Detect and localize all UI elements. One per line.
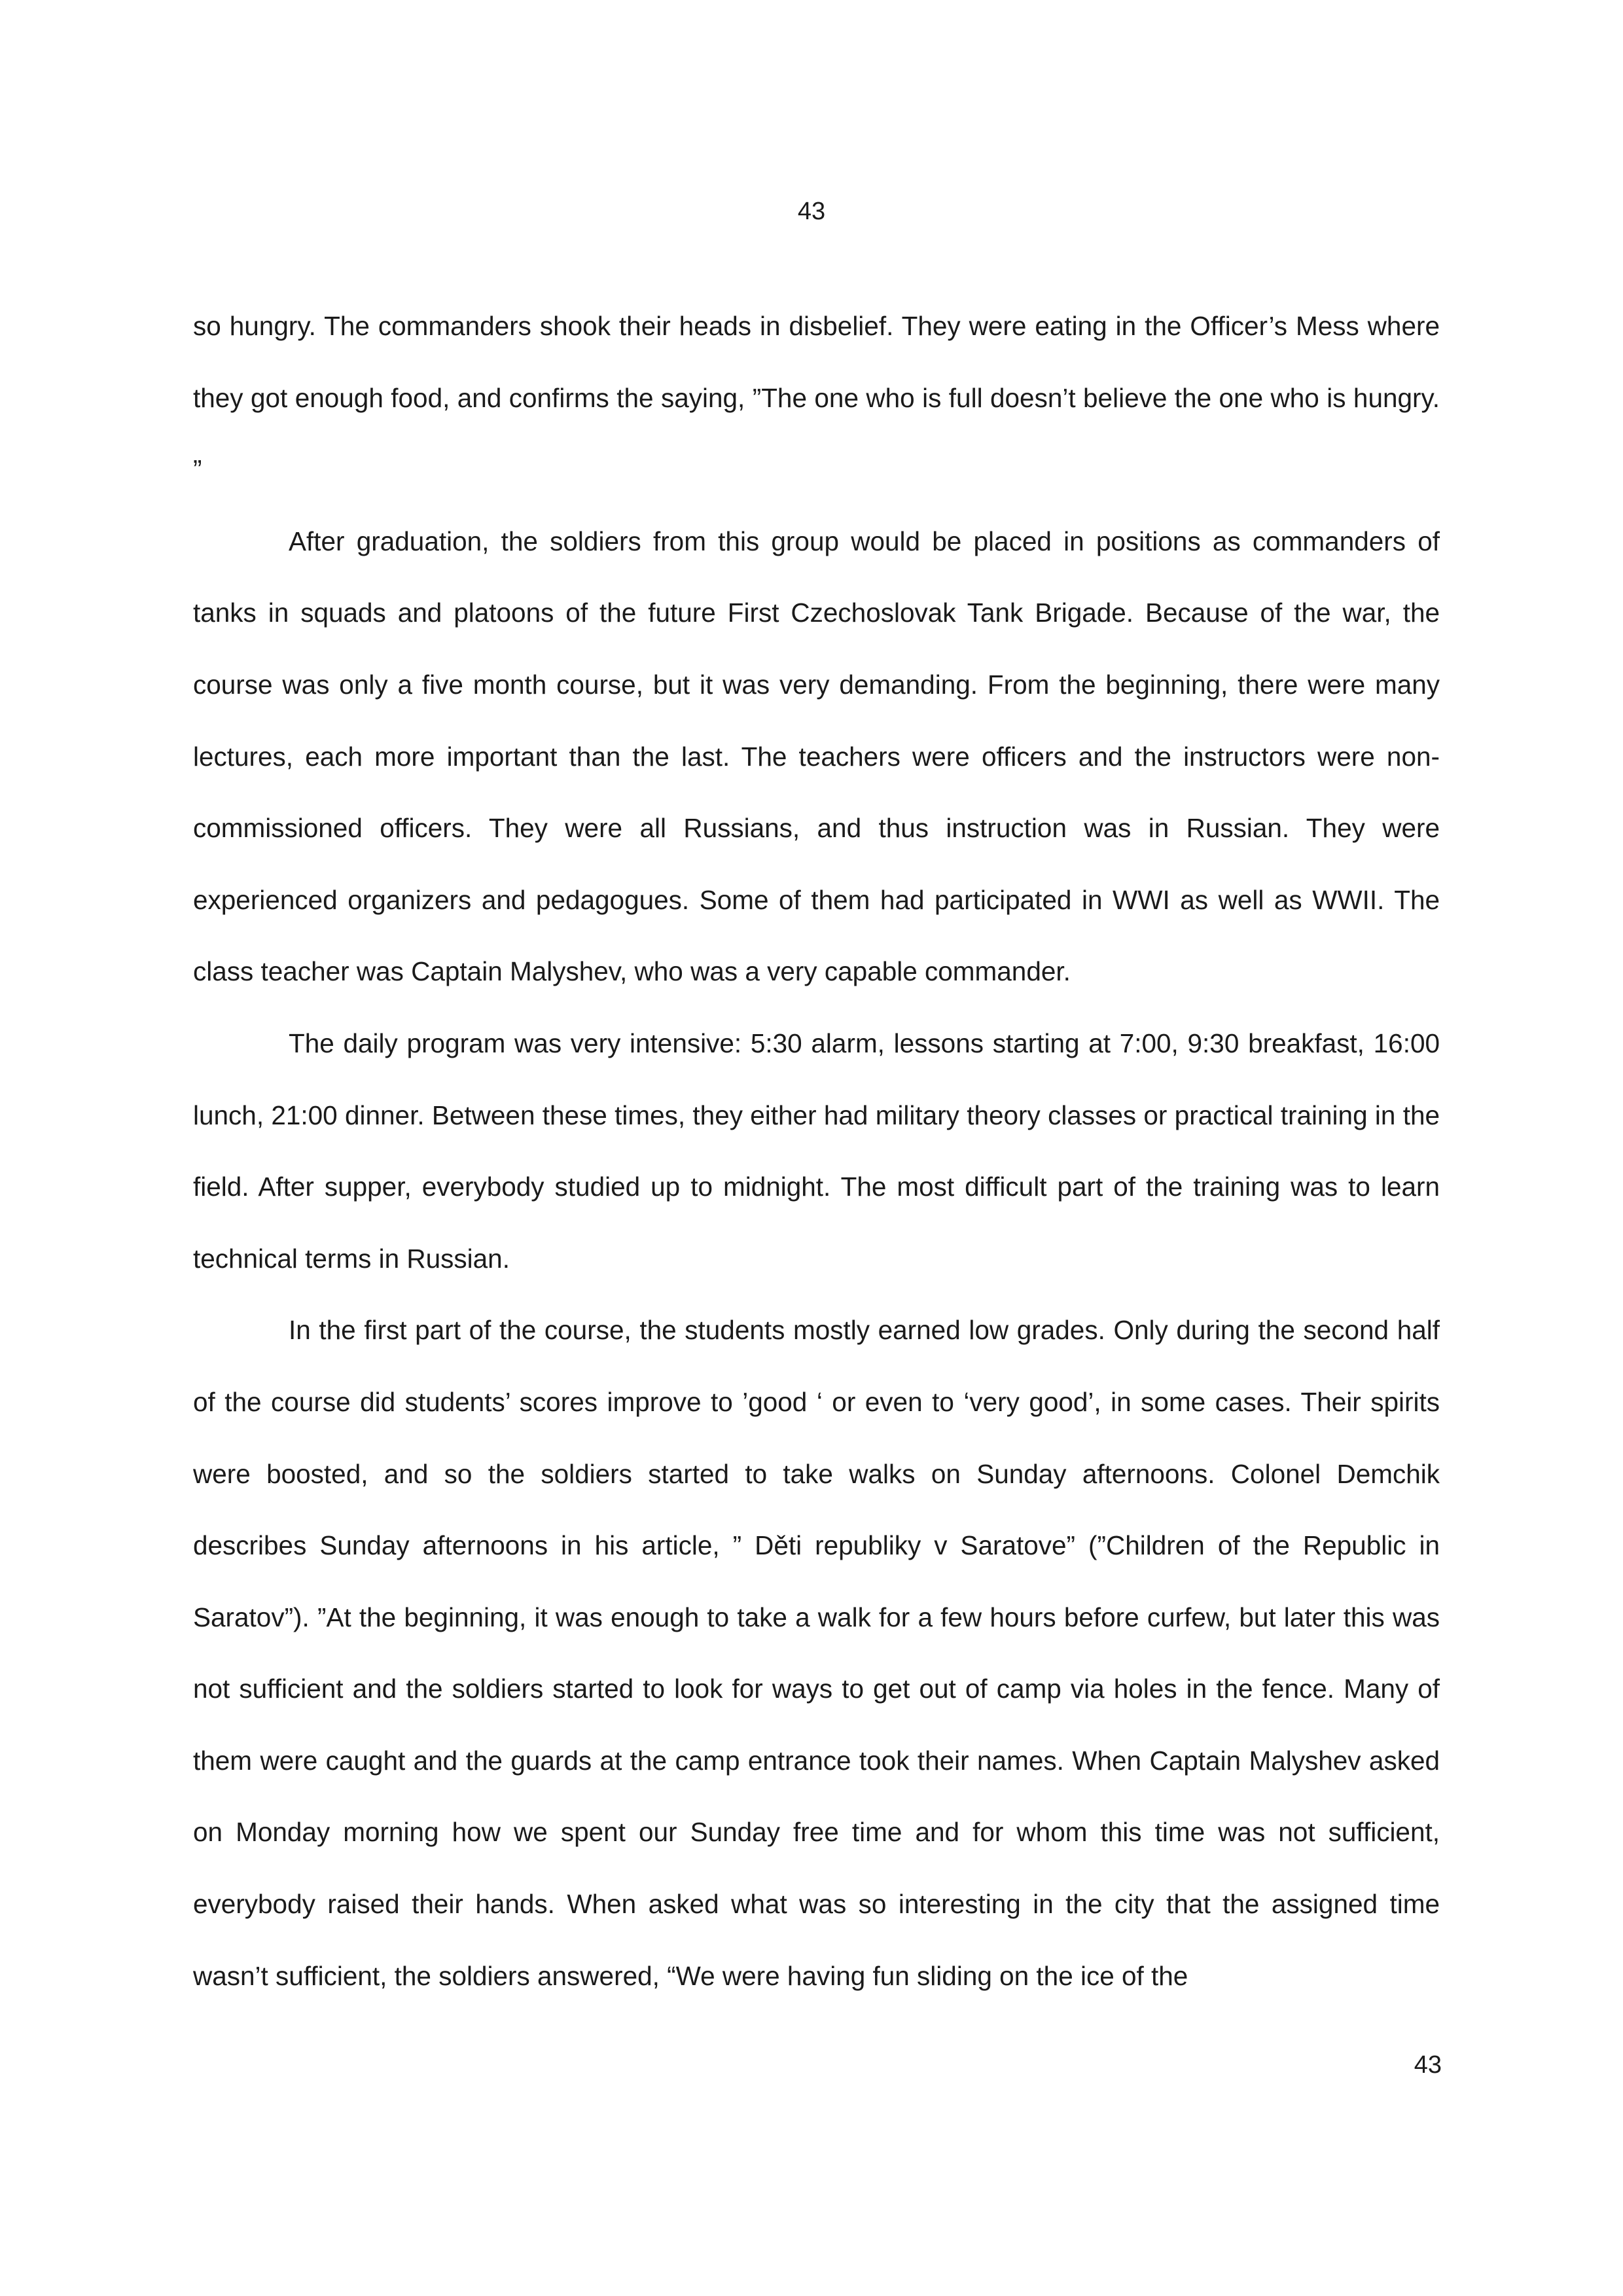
body-text — [193, 291, 1440, 2012]
paragraph-2: After graduation, the soldiers from this group would be placed in positions as commanders of tanks in squads and platoons of the future First Czechoslovak Tank Brigade. Because of the war, the course was only a five month course, but it was very demanding. From the beginning, there were many lectures, each more important than the last. The teachers were officers and the instructors were non-commissioned officers. They were all Russians, and thus instruction was in Russian. They were experienced organizers and pedagogues. Some of them had participated in WWI as well as WWII. The class teacher was Captain Malyshev, who was a very capable commander. — [193, 526, 1440, 987]
paragraph-3: The daily program was very intensive: 5:30 alarm, lessons starting at 7:00, 9:30 breakfast, 16:00 lunch, 21:00 dinner. Between these times, they either had military theory classes or practical training in the field. After supper, everybody studied up to midnight. The most difficult part of the training was to learn technical terms in Russian. — [193, 1028, 1440, 1274]
paragraph-4: In the first part of the course, the students mostly earned low grades. Only during the second half of the course did students’ scores improve to ’good ‘ or even to ‘very good’, in some cases. Their spirits were boosted, and so the soldiers started to take walks on Sunday afternoons. Colonel Demchik describes Sunday afternoons in his article, ” Děti republiky v Saratove” (”Children of the Republic in Saratov”). ”At the beginning, it was enough to take a walk for a few hours before curfew, but later this was not sufficient and the soldiers started to look for ways to get out of camp via holes in the fence. Many of them were caught and the guards at the camp entrance took their names. When Captain Malyshev asked on Monday morning how we spent our Sunday free time and for whom this time was not sufficient, everybody raised their hands. When asked what was so interesting in the city that the assigned time wasn’t sufficient, the soldiers answered, “We were having fun sliding on the ice of the — [193, 1315, 1440, 1991]
paragraph-1: so hungry. The commanders shook their heads in disbelief. They were eating in the Officer’s Mess where they got enough food, and confirms the saying, ”The one who is full doesn’t believe the one who is hungry. ” — [193, 311, 1440, 485]
header-page-number: 43 — [797, 198, 826, 225]
footer-page-number: 43 — [1414, 2051, 1442, 2079]
